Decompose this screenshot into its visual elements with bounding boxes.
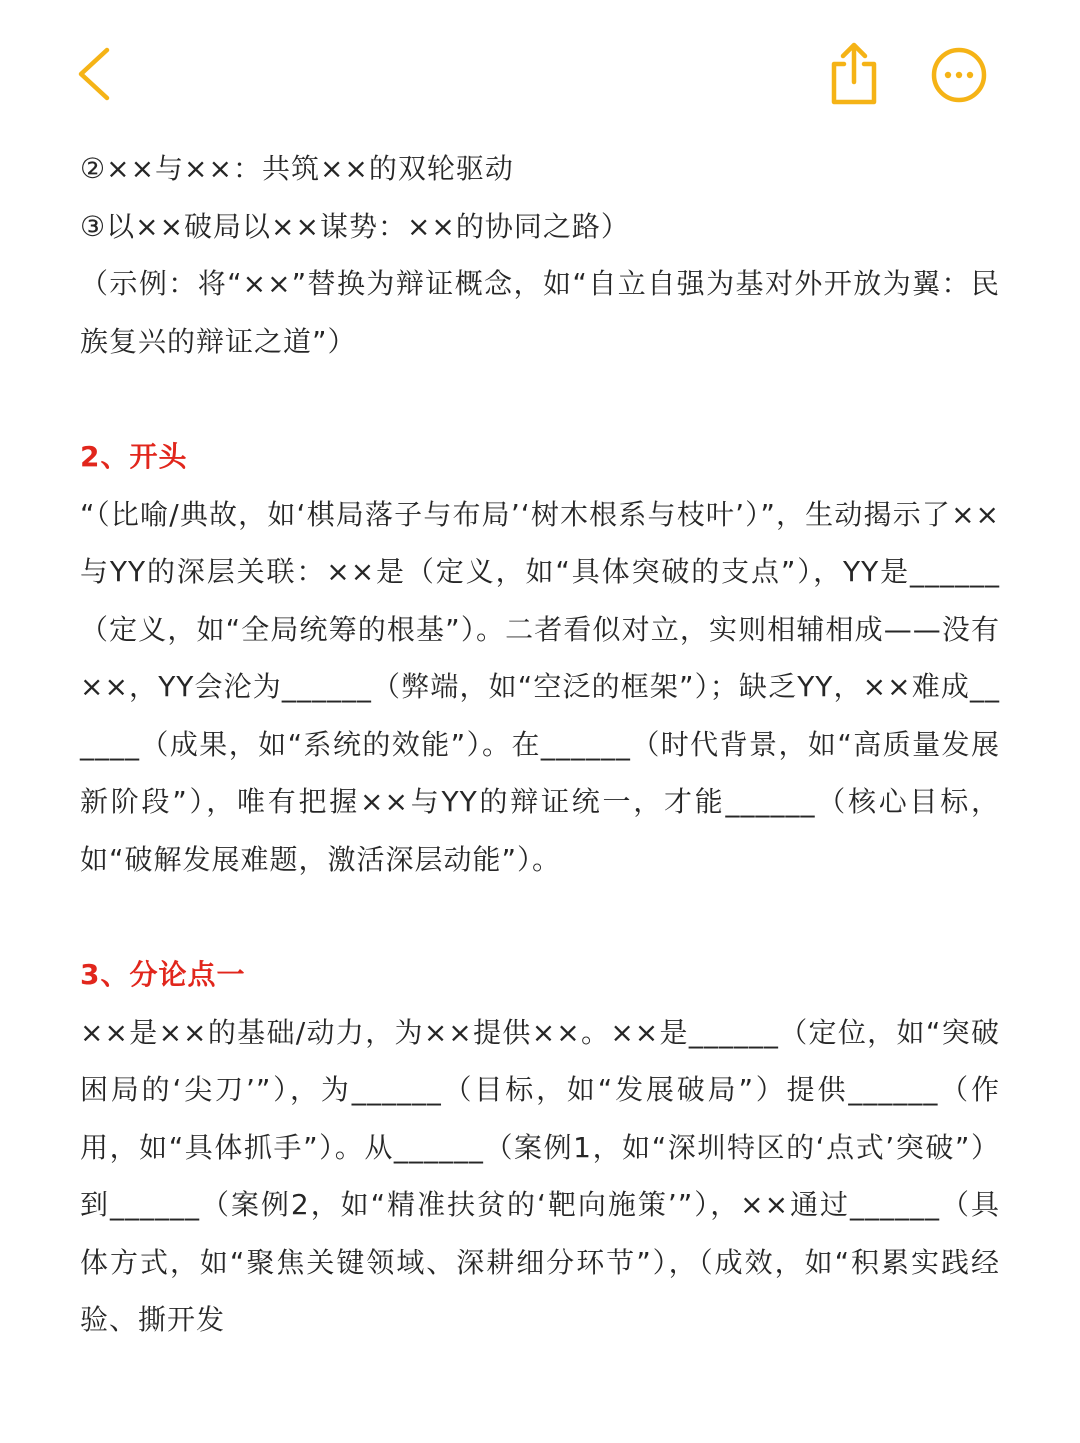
section-body-argument-one: ××是××的基础/动力，为××提供××。××是______（定位，如“突破困局的‘尖刀’”），为______（目标，如“发展破局”）提供______（作用，如“具体抓手”）。从______（案例1，如“深圳特区的‘点式’突破”）到______（案例2，如“精准扶贫的‘靶向施策’”），××通过______（具体方式，如“聚焦关键领域、深耕细分环节”），（成效，如“积累实践经验、撕开发: [80, 1015, 1000, 1336]
section-spacer: [80, 370, 1000, 428]
share-button[interactable]: [826, 40, 882, 106]
chevron-left-icon: [74, 46, 114, 102]
title-option-2: ②××与××：共筑××的双轮驱动: [80, 152, 514, 185]
section-body-opening: “（比喻/典故，如‘棋局落子与布局’‘树木根系与枝叶’）”，生动揭示了××与YY的深层关联：××是（定义，如“具体突破的支点”），YY是______（定义，如“全局统筹的根基”）。二者看似对立，实则相辅相成——没有××，YY会沦为______（弊端，如“空泛的框架”）；缺乏YY，××难成______（成果，如“系统的效能”）。在______（时代背景，如“高质量发展新阶段”），唯有把握××与YY的辩证统一，才能______（核心目标，如“破解发展难题，激活深层动能”）。: [80, 497, 1000, 876]
section-heading-opening: 2、开头: [80, 440, 188, 473]
title-example: （示例：将“××”替换为辩证概念，如“自立自强为基对外开放为翼：民族复兴的辩证之道”）: [80, 267, 1000, 358]
title-option-3: ③以××破局以××谋势：××的协同之路）: [80, 209, 630, 243]
more-button[interactable]: [930, 46, 988, 104]
section-spacer: [80, 888, 1000, 946]
back-button[interactable]: [74, 46, 114, 102]
share-icon: [826, 40, 882, 106]
top-toolbar: [0, 0, 1080, 130]
section-heading-argument-one: 3、分论点一: [80, 958, 246, 991]
note-content: [80, 140, 1000, 1349]
more-circle-icon: [930, 46, 988, 104]
